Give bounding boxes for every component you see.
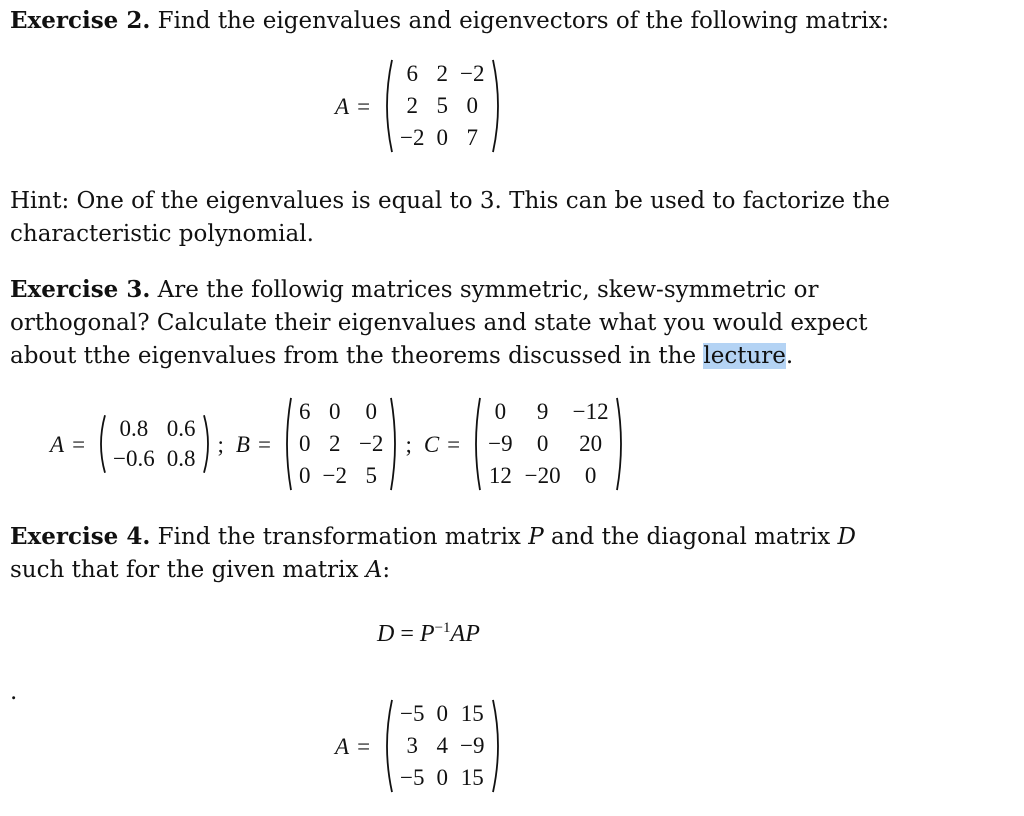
matrix-a-ex4 (380, 698, 504, 794)
matrix-cell: 0 (298, 431, 311, 456)
matrix-cell: −12 (572, 399, 609, 424)
diagonalization-formula (377, 612, 480, 651)
exercise-4-text: and the diagonal matrix (543, 524, 838, 550)
matrix-cell: −9 (460, 733, 485, 758)
matrix-cell: −2 (400, 125, 425, 150)
matrix-a-ex3 (95, 414, 213, 474)
left-paren-icon (380, 58, 394, 154)
matrix-cell: −9 (488, 431, 513, 456)
left-paren-icon (281, 396, 293, 492)
formula-ap: AP (450, 621, 480, 647)
separator: ; (405, 431, 412, 457)
exercise-4-statement (10, 520, 910, 587)
matrix-cell: 6 (406, 61, 419, 86)
formula-exponent: −1 (434, 620, 451, 636)
exercise-3-label: Exercise 3. (10, 276, 151, 303)
matrix-c-table (482, 396, 614, 492)
equals-sign: = (257, 431, 271, 457)
matrix-cell: 2 (436, 61, 449, 86)
matrix-cell: −2 (358, 431, 384, 456)
matrix-cell: 7 (466, 125, 479, 150)
matrix-cell: −20 (524, 463, 561, 488)
matrix-b-table (293, 396, 389, 492)
matrix-cell: −5 (400, 765, 425, 790)
matrix-a-name: A (335, 733, 350, 759)
matrix-cell: 20 (579, 431, 603, 456)
exercise-2-statement (10, 4, 910, 38)
right-paren-icon (491, 58, 505, 154)
matrix-cell: −2 (460, 61, 485, 86)
right-paren-icon (202, 414, 214, 474)
matrix-b (281, 396, 401, 492)
equals-sign: = (357, 93, 371, 119)
highlighted-word[interactable]: lecture (703, 343, 786, 369)
right-paren-icon (389, 396, 401, 492)
exercise-4-text: such that for the given matrix (10, 557, 366, 583)
left-paren-icon (470, 396, 482, 492)
exercise-4-label: Exercise 4. (10, 523, 151, 550)
matrix-cell: 5 (436, 93, 449, 118)
equals-sign: = (72, 431, 86, 457)
matrix-cell: 0.6 (166, 416, 196, 441)
symbol-d: D (837, 524, 856, 550)
matrix-cell: 6 (298, 399, 311, 424)
matrix-cell: 0.8 (119, 416, 149, 441)
equals-sign: = (357, 733, 371, 759)
matrix-cell: 0 (328, 399, 341, 424)
matrix-cell: 0 (466, 93, 479, 118)
right-paren-icon (615, 396, 627, 492)
matrix-b-name: B (235, 431, 250, 457)
right-paren-icon (491, 698, 505, 794)
equals-sign: = (447, 431, 461, 457)
exercise-2-matrix-equation (335, 58, 505, 154)
symbol-p: P (528, 524, 544, 550)
exercise-4-matrix-equation (335, 698, 505, 794)
exercise-2-hint: Hint: One of the eigenvalues is equal to 3. This can be used to factorize the characteristic polynomial. (10, 188, 891, 247)
matrix-cell: −5 (400, 701, 425, 726)
matrix-a-name: A (335, 93, 350, 119)
exercise-2-text: Find the eigenvalues and eigenvectors of the following matrix: (157, 8, 890, 34)
matrix-cell: 2 (328, 431, 341, 456)
matrix-cell: 4 (436, 733, 449, 758)
left-paren-icon (380, 698, 394, 794)
matrix-cell: 15 (460, 701, 484, 726)
matrix-cell: 5 (365, 463, 377, 488)
exercise-3-statement (10, 273, 910, 373)
matrix-cell: −0.6 (113, 446, 155, 471)
matrix-cell: 0 (436, 125, 449, 150)
matrix-c (470, 396, 626, 492)
matrix-cell: 9 (536, 399, 549, 424)
separator: ; (217, 431, 224, 457)
matrix-cell: 0.8 (166, 446, 196, 471)
matrix-cell: 0 (298, 463, 311, 488)
matrix-cell: 0 (584, 463, 597, 488)
matrix-a-ex3-table (107, 414, 201, 474)
matrix-cell: 0 (436, 765, 449, 790)
left-paren-icon (95, 414, 107, 474)
matrix-cell: −2 (322, 463, 347, 488)
matrix-a-ex4-table (394, 698, 490, 794)
matrix-cell: 0 (365, 399, 377, 424)
exercise-3-period: . (785, 343, 794, 369)
matrix-cell: 0 (536, 431, 549, 456)
exercise-2-label: Exercise 2. (10, 7, 151, 34)
exercise-3-matrices (50, 396, 627, 492)
matrix-a-ex2 (380, 58, 504, 154)
matrix-cell: 0 (494, 399, 507, 424)
matrix-cell: 2 (406, 93, 419, 118)
matrix-cell: 3 (406, 733, 419, 758)
matrix-a-name: A (50, 431, 65, 457)
matrix-a-ex2-table (394, 58, 490, 154)
matrix-cell: 15 (460, 765, 484, 790)
formula-p: P (419, 621, 435, 647)
stray-dot: . (10, 679, 18, 705)
exercise-3-text: Are the followig matrices symmetric, skew-symmetric or orthogonal? Calculate their eigenvalues and state what you would expect about tthe eigenvalues from the theorems discussed in the (10, 277, 868, 369)
matrix-cell: 0 (436, 701, 449, 726)
exercise-4-text: : (382, 557, 391, 583)
symbol-a: A (365, 557, 383, 583)
exercise-4-text: Find the transformation matrix (157, 524, 529, 550)
formula-equals: = (394, 621, 420, 647)
formula-d: D (377, 621, 395, 647)
matrix-c-name: C (423, 431, 440, 457)
matrix-cell: 12 (488, 463, 512, 488)
